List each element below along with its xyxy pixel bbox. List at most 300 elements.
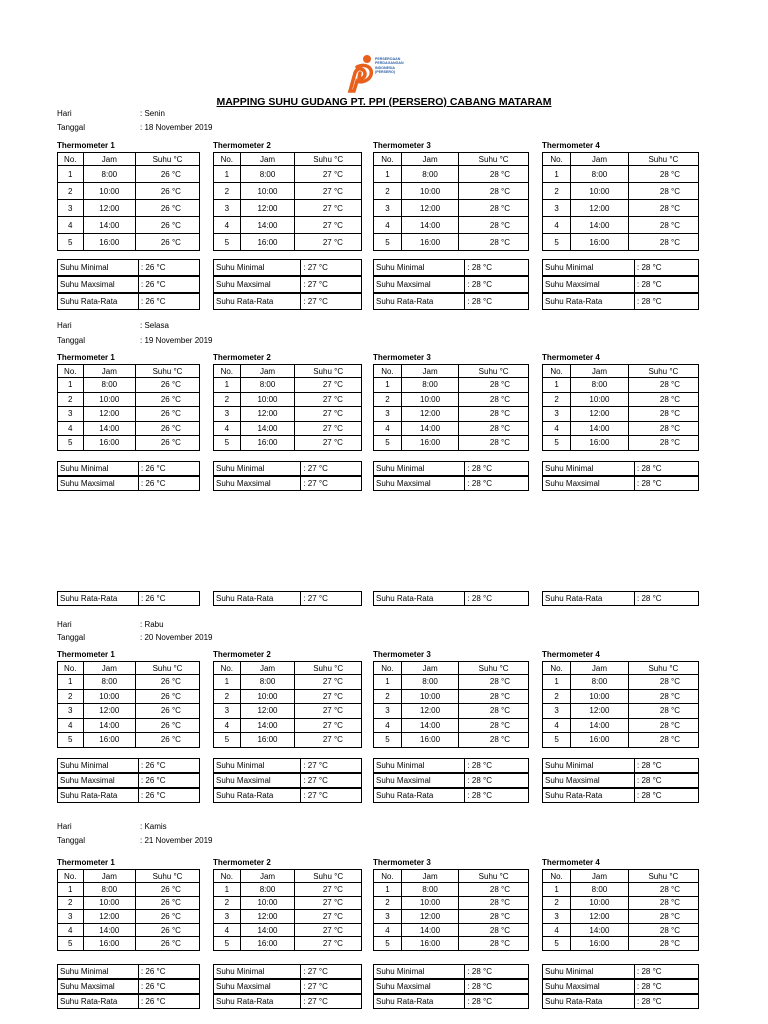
- cell-no: 3: [214, 407, 241, 422]
- summary-label: Suhu Maxsimal: [543, 774, 635, 788]
- thermometer-title: Thermometer 2: [213, 141, 271, 150]
- logo-text: [375, 57, 404, 74]
- table-row: [374, 896, 529, 910]
- cell-suhu: 27 °C: [295, 392, 362, 407]
- cell-jam: 12:00: [401, 200, 458, 217]
- cell-jam: 8:00: [240, 883, 295, 897]
- cell-jam: 14:00: [83, 217, 136, 234]
- column-header-suhu: Suhu °C: [459, 365, 529, 378]
- column-header-suhu: Suhu °C: [628, 365, 698, 378]
- table-row: [214, 675, 362, 690]
- summary-value: : 26 °C: [138, 759, 199, 773]
- table-row: [374, 421, 529, 436]
- cell-no: 5: [58, 937, 84, 951]
- cell-suhu: 28 °C: [459, 234, 529, 251]
- summary-label: Suhu Rata-Rata: [543, 294, 635, 310]
- summary-value: : 28 °C: [635, 980, 699, 994]
- thermometer-table: [57, 364, 200, 451]
- hari-label: Hari: [57, 321, 72, 330]
- summary-label: Suhu Minimal: [58, 462, 139, 476]
- cell-jam: 10:00: [83, 392, 136, 407]
- cell-no: 1: [543, 378, 571, 393]
- table-row: [374, 689, 529, 704]
- summary-value: : 28 °C: [635, 774, 699, 788]
- table-row: [543, 234, 699, 251]
- table-row: [374, 937, 529, 951]
- cell-suhu: 28 °C: [459, 689, 529, 704]
- table-header-row: [214, 662, 362, 675]
- column-header-no: No.: [58, 662, 84, 675]
- thermometer-table: [213, 152, 362, 251]
- cell-suhu: 27 °C: [295, 937, 362, 951]
- cell-jam: 12:00: [571, 200, 629, 217]
- cell-no: 3: [58, 200, 84, 217]
- cell-jam: 12:00: [240, 704, 295, 719]
- cell-suhu: 27 °C: [295, 166, 362, 183]
- column-header-jam: Jam: [401, 662, 458, 675]
- cell-jam: 10:00: [571, 896, 629, 910]
- summary-avg: [373, 788, 529, 803]
- summary-label: Suhu Rata-Rata: [58, 592, 139, 606]
- table-row: [374, 733, 529, 748]
- table-row: [58, 407, 200, 422]
- column-header-no: No.: [374, 870, 402, 883]
- summary-label: Suhu Maxsimal: [58, 980, 139, 994]
- cell-suhu: 28 °C: [628, 166, 698, 183]
- summary-row: [58, 462, 200, 476]
- summary-row: [58, 789, 200, 803]
- cell-suhu: 28 °C: [459, 923, 529, 937]
- cell-suhu: 28 °C: [628, 378, 698, 393]
- cell-suhu: 27 °C: [295, 689, 362, 704]
- table-row: [374, 217, 529, 234]
- cell-no: 5: [374, 937, 402, 951]
- summary-row: [214, 592, 362, 606]
- summary-min: [213, 461, 362, 476]
- summary-avg: [542, 994, 699, 1009]
- column-header-no: No.: [214, 870, 241, 883]
- cell-jam: 12:00: [401, 910, 458, 924]
- cell-suhu: 28 °C: [459, 436, 529, 451]
- cell-no: 5: [543, 436, 571, 451]
- column-header-no: No.: [58, 365, 84, 378]
- table-row: [543, 937, 699, 951]
- summary-value: : 26 °C: [138, 462, 199, 476]
- summary-value: : 27 °C: [301, 774, 362, 788]
- cell-no: 3: [214, 910, 241, 924]
- summary-label: Suhu Maxsimal: [58, 277, 139, 293]
- summary-max: [57, 276, 200, 293]
- summary-row: [543, 462, 699, 476]
- cell-jam: 16:00: [401, 937, 458, 951]
- summary-row: [374, 462, 529, 476]
- column-header-jam: Jam: [401, 870, 458, 883]
- cell-jam: 12:00: [83, 704, 136, 719]
- cell-suhu: 27 °C: [295, 378, 362, 393]
- table-row: [543, 896, 699, 910]
- summary-label: Suhu Rata-Rata: [374, 995, 465, 1009]
- summary-row: [543, 759, 699, 773]
- cell-no: 4: [58, 923, 84, 937]
- summary-label: Suhu Rata-Rata: [58, 294, 139, 310]
- summary-value: : 28 °C: [465, 477, 529, 491]
- table-row: [58, 704, 200, 719]
- summary-row: [543, 592, 699, 606]
- ppi-logo-icon: [347, 53, 377, 93]
- summary-value: : 28 °C: [465, 277, 529, 293]
- cell-suhu: 26 °C: [136, 421, 200, 436]
- cell-no: 2: [58, 689, 84, 704]
- column-header-no: No.: [58, 153, 84, 166]
- table-row: [214, 392, 362, 407]
- thermometer-table: [213, 869, 362, 951]
- summary-min: [213, 964, 362, 979]
- tanggal-label: Tanggal: [57, 336, 86, 345]
- summary-row: [543, 965, 699, 979]
- cell-no: 2: [58, 392, 84, 407]
- column-header-jam: Jam: [240, 662, 295, 675]
- thermometer-table: [57, 869, 200, 951]
- cell-jam: 10:00: [240, 896, 295, 910]
- cell-suhu: 26 °C: [136, 378, 200, 393]
- table-row: [214, 923, 362, 937]
- summary-row: [543, 294, 699, 310]
- cell-jam: 10:00: [83, 689, 136, 704]
- summary-row: [374, 995, 529, 1009]
- cell-jam: 14:00: [401, 923, 458, 937]
- thermometer-title: Thermometer 4: [542, 858, 600, 867]
- table-row: [543, 378, 699, 393]
- thermometer-table: [373, 152, 529, 251]
- summary-label: Suhu Maxsimal: [214, 774, 301, 788]
- summary-avg: [542, 788, 699, 803]
- summary-avg: [57, 788, 200, 803]
- summary-label: Suhu Rata-Rata: [58, 789, 139, 803]
- hari-value: : Kamis: [140, 822, 167, 831]
- cell-suhu: 28 °C: [628, 183, 698, 200]
- table-row: [58, 421, 200, 436]
- cell-jam: 14:00: [240, 217, 295, 234]
- summary-label: Suhu Maxsimal: [374, 774, 465, 788]
- summary-value: : 26 °C: [138, 277, 199, 293]
- tanggal-value: : 20 November 2019: [140, 633, 213, 642]
- summary-label: Suhu Minimal: [58, 260, 139, 276]
- cell-suhu: 28 °C: [628, 234, 698, 251]
- cell-suhu: 26 °C: [136, 704, 200, 719]
- table-row: [543, 704, 699, 719]
- summary-label: Suhu Maxsimal: [214, 477, 301, 491]
- cell-no: 1: [374, 675, 402, 690]
- hari-value: : Senin: [140, 109, 165, 118]
- cell-suhu: 28 °C: [628, 733, 698, 748]
- cell-jam: 8:00: [240, 378, 295, 393]
- cell-no: 2: [58, 183, 84, 200]
- table-row: [58, 675, 200, 690]
- table-row: [374, 183, 529, 200]
- thermometer-title: Thermometer 4: [542, 650, 600, 659]
- table-row: [58, 378, 200, 393]
- summary-label: Suhu Maxsimal: [543, 477, 635, 491]
- cell-no: 2: [543, 896, 571, 910]
- cell-no: 5: [58, 234, 84, 251]
- summary-min: [57, 461, 200, 476]
- cell-suhu: 28 °C: [459, 910, 529, 924]
- cell-jam: 14:00: [571, 923, 629, 937]
- cell-suhu: 28 °C: [628, 704, 698, 719]
- summary-avg: [373, 994, 529, 1009]
- cell-jam: 8:00: [83, 883, 136, 897]
- table-row: [543, 923, 699, 937]
- cell-suhu: 28 °C: [459, 675, 529, 690]
- summary-row: [374, 477, 529, 491]
- cell-suhu: 28 °C: [628, 718, 698, 733]
- cell-suhu: 27 °C: [295, 217, 362, 234]
- summary-value: : 28 °C: [635, 260, 699, 276]
- cell-jam: 14:00: [83, 718, 136, 733]
- cell-no: 3: [58, 910, 84, 924]
- cell-suhu: 27 °C: [295, 704, 362, 719]
- column-header-suhu: Suhu °C: [136, 870, 200, 883]
- column-header-jam: Jam: [83, 153, 136, 166]
- table-row: [58, 718, 200, 733]
- summary-value: : 28 °C: [465, 592, 529, 606]
- summary-value: : 28 °C: [635, 592, 699, 606]
- table-row: [214, 733, 362, 748]
- cell-suhu: 26 °C: [136, 407, 200, 422]
- cell-jam: 8:00: [240, 166, 295, 183]
- cell-jam: 12:00: [83, 910, 136, 924]
- summary-value: : 27 °C: [301, 789, 362, 803]
- table-header-row: [374, 870, 529, 883]
- summary-label: Suhu Rata-Rata: [374, 789, 465, 803]
- cell-jam: 8:00: [401, 378, 458, 393]
- table-row: [374, 910, 529, 924]
- summary-label: Suhu Rata-Rata: [374, 294, 465, 310]
- summary-label: Suhu Maxsimal: [543, 980, 635, 994]
- column-header-no: No.: [543, 153, 571, 166]
- summary-row: [214, 294, 362, 310]
- cell-no: 3: [214, 200, 241, 217]
- cell-no: 5: [214, 436, 241, 451]
- cell-no: 5: [374, 436, 402, 451]
- thermometer-table: [373, 661, 529, 748]
- column-header-jam: Jam: [240, 870, 295, 883]
- summary-avg: [373, 591, 529, 606]
- cell-no: 4: [543, 421, 571, 436]
- column-header-no: No.: [374, 365, 402, 378]
- tanggal-label: Tanggal: [57, 633, 86, 642]
- cell-suhu: 26 °C: [136, 234, 200, 251]
- cell-suhu: 28 °C: [459, 718, 529, 733]
- table-row: [58, 733, 200, 748]
- cell-no: 5: [214, 733, 241, 748]
- summary-label: Suhu Maxsimal: [374, 980, 465, 994]
- thermometer-title: Thermometer 1: [57, 858, 115, 867]
- summary-row: [214, 260, 362, 276]
- thermometer-title: Thermometer 4: [542, 353, 600, 362]
- cell-no: 5: [543, 937, 571, 951]
- table-header-row: [374, 153, 529, 166]
- cell-no: 4: [543, 923, 571, 937]
- table-row: [543, 407, 699, 422]
- summary-row: [543, 995, 699, 1009]
- summary-min: [57, 964, 200, 979]
- summary-min: [542, 259, 699, 276]
- cell-jam: 14:00: [401, 421, 458, 436]
- hari-label: Hari: [57, 620, 72, 629]
- hari-label: Hari: [57, 109, 72, 118]
- table-row: [58, 896, 200, 910]
- cell-suhu: 27 °C: [295, 436, 362, 451]
- summary-value: : 26 °C: [138, 477, 199, 491]
- cell-jam: 10:00: [571, 392, 629, 407]
- cell-suhu: 28 °C: [628, 392, 698, 407]
- summary-value: : 28 °C: [465, 980, 529, 994]
- summary-value: : 26 °C: [138, 592, 199, 606]
- summary-avg: [213, 788, 362, 803]
- cell-no: 4: [543, 217, 571, 234]
- cell-jam: 14:00: [401, 718, 458, 733]
- summary-label: Suhu Rata-Rata: [214, 995, 301, 1009]
- cell-jam: 14:00: [571, 718, 629, 733]
- tanggal-value: : 21 November 2019: [140, 836, 213, 845]
- cell-jam: 8:00: [401, 675, 458, 690]
- column-header-jam: Jam: [83, 662, 136, 675]
- column-header-no: No.: [374, 662, 402, 675]
- summary-value: : 28 °C: [635, 477, 699, 491]
- summary-max: [57, 476, 200, 491]
- column-header-jam: Jam: [240, 153, 295, 166]
- table-header-row: [374, 662, 529, 675]
- table-row: [543, 392, 699, 407]
- summary-row: [543, 789, 699, 803]
- summary-row: [543, 774, 699, 788]
- cell-suhu: 28 °C: [628, 675, 698, 690]
- summary-label: Suhu Minimal: [374, 260, 465, 276]
- summary-value: : 27 °C: [301, 995, 362, 1009]
- hari-label: Hari: [57, 822, 72, 831]
- summary-label: Suhu Maxsimal: [374, 477, 465, 491]
- table-row: [58, 217, 200, 234]
- summary-value: : 28 °C: [635, 965, 699, 979]
- cell-suhu: 26 °C: [136, 689, 200, 704]
- thermometer-title: Thermometer 3: [373, 858, 431, 867]
- cell-jam: 16:00: [401, 436, 458, 451]
- cell-no: 3: [543, 704, 571, 719]
- table-row: [543, 675, 699, 690]
- thermometer-table: [542, 152, 699, 251]
- cell-no: 2: [374, 689, 402, 704]
- summary-value: : 28 °C: [465, 260, 529, 276]
- summary-row: [214, 995, 362, 1009]
- cell-no: 1: [214, 166, 241, 183]
- table-row: [543, 718, 699, 733]
- summary-row: [214, 980, 362, 994]
- table-row: [214, 217, 362, 234]
- table-row: [543, 421, 699, 436]
- table-row: [543, 883, 699, 897]
- cell-jam: 16:00: [240, 436, 295, 451]
- cell-no: 4: [374, 217, 402, 234]
- cell-suhu: 26 °C: [136, 217, 200, 234]
- summary-label: Suhu Rata-Rata: [214, 789, 301, 803]
- cell-jam: 14:00: [83, 421, 136, 436]
- cell-no: 2: [543, 183, 571, 200]
- summary-row: [58, 294, 200, 310]
- table-row: [214, 883, 362, 897]
- cell-no: 2: [374, 392, 402, 407]
- summary-value: : 26 °C: [138, 294, 199, 310]
- cell-suhu: 28 °C: [459, 937, 529, 951]
- column-header-no: No.: [374, 153, 402, 166]
- cell-suhu: 28 °C: [628, 896, 698, 910]
- summary-value: : 26 °C: [138, 965, 199, 979]
- cell-no: 1: [543, 883, 571, 897]
- table-header-row: [543, 662, 699, 675]
- cell-no: 1: [58, 883, 84, 897]
- cell-no: 2: [214, 183, 241, 200]
- cell-no: 3: [374, 200, 402, 217]
- cell-suhu: 27 °C: [295, 183, 362, 200]
- cell-suhu: 28 °C: [459, 407, 529, 422]
- table-row: [374, 378, 529, 393]
- cell-no: 4: [58, 217, 84, 234]
- summary-max: [542, 476, 699, 491]
- thermometer-title: Thermometer 2: [213, 650, 271, 659]
- cell-suhu: 26 °C: [136, 923, 200, 937]
- cell-jam: 14:00: [571, 217, 629, 234]
- column-header-jam: Jam: [401, 153, 458, 166]
- table-header-row: [58, 662, 200, 675]
- summary-value: : 28 °C: [465, 462, 529, 476]
- cell-no: 2: [543, 689, 571, 704]
- summary-row: [374, 294, 529, 310]
- summary-row: [214, 477, 362, 491]
- table-row: [58, 883, 200, 897]
- cell-jam: 8:00: [571, 378, 629, 393]
- column-header-no: No.: [543, 365, 571, 378]
- thermometer-title: Thermometer 3: [373, 650, 431, 659]
- table-row: [374, 675, 529, 690]
- cell-suhu: 27 °C: [295, 733, 362, 748]
- table-row: [374, 883, 529, 897]
- summary-row: [374, 592, 529, 606]
- cell-suhu: 27 °C: [295, 200, 362, 217]
- table-header-row: [543, 365, 699, 378]
- table-row: [58, 923, 200, 937]
- cell-jam: 10:00: [240, 689, 295, 704]
- table-row: [374, 923, 529, 937]
- table-row: [214, 910, 362, 924]
- thermometer-title: Thermometer 3: [373, 141, 431, 150]
- cell-suhu: 26 °C: [136, 910, 200, 924]
- summary-avg: [57, 293, 200, 310]
- table-header-row: [374, 365, 529, 378]
- table-header-row: [214, 870, 362, 883]
- cell-suhu: 28 °C: [459, 896, 529, 910]
- summary-label: Suhu Rata-Rata: [543, 592, 635, 606]
- table-row: [374, 704, 529, 719]
- summary-avg: [213, 994, 362, 1009]
- cell-jam: 8:00: [571, 675, 629, 690]
- cell-jam: 16:00: [571, 234, 629, 251]
- hari-value: : Selasa: [140, 321, 169, 330]
- cell-no: 4: [374, 421, 402, 436]
- summary-row: [58, 260, 200, 276]
- summary-value: : 27 °C: [301, 294, 362, 310]
- cell-jam: 8:00: [83, 378, 136, 393]
- thermometer-table: [57, 152, 200, 251]
